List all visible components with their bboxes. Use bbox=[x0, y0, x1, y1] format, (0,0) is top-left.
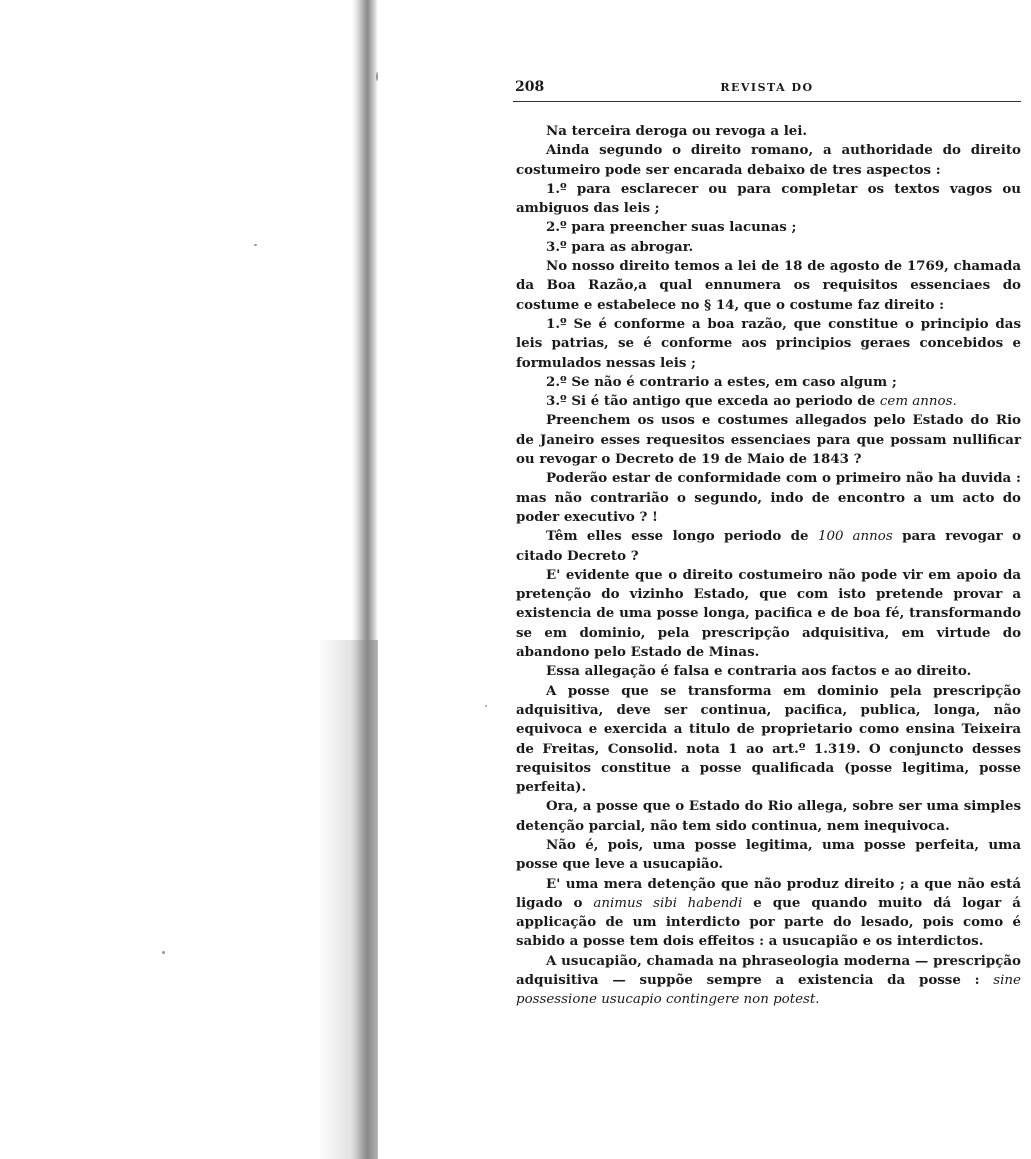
text-run: Têm elles esse longo periodo de bbox=[546, 528, 818, 545]
paragraph: Não é, pois, uma posse legitima, uma posse perfeita, uma posse que leve a usucapião. bbox=[516, 836, 1021, 873]
paragraph: 2.º para preencher suas lacunas ; bbox=[546, 219, 797, 236]
gutter-shadow-lower bbox=[318, 640, 378, 1159]
paragraph: Poderão estar de conformidade com o primeiro não ha duvida : mas não contrarião o segundo, indo de encontro a um acto do poder executivo ? ! bbox=[516, 470, 1021, 525]
scan-speck bbox=[376, 72, 378, 81]
paragraph: 1.º Se é conforme a boa razão, que constitue o principio das leis patrias, se é conforme aos principios geraes concebidos e formulados nessas leis ; bbox=[516, 315, 1021, 371]
paragraph bbox=[516, 392, 1021, 411]
text-run: A usucapião, chamada na phraseologia moderna — prescripção adquisitiva — suppõe sempre a existencia da posse : bbox=[516, 952, 1021, 989]
italic-text: 100 annos bbox=[817, 529, 893, 545]
scan-speck bbox=[162, 951, 165, 954]
paragraph bbox=[516, 952, 1021, 1010]
text-run: E' uma mera detenção que não produz direito ; a que não está ligado o bbox=[516, 875, 1021, 911]
text-run: e que quando muito dá logar á applicação de um interdicto por parte do lesado, pois como é sabido a posse tem dois effeitos : a usucapião e os interdictos. bbox=[516, 894, 1021, 950]
header-rule bbox=[513, 101, 1021, 102]
page-number: 208 bbox=[515, 79, 545, 95]
italic-text: animus sibi habendi bbox=[593, 895, 743, 911]
paragraph: 2.º Se não é contrario a estes, em caso algum ; bbox=[546, 373, 897, 390]
paragraph bbox=[516, 527, 1021, 566]
running-head: REVISTA DO bbox=[720, 81, 814, 94]
scan-speck bbox=[485, 705, 487, 707]
scan-speck bbox=[254, 244, 257, 246]
text-run: para revogar o citado Decreto ? bbox=[516, 528, 1022, 564]
paragraph: Ora, a posse que o Estado do Rio allega, sobre ser uma simples detenção parcial, não tem sido continua, nem inequivoca. bbox=[516, 798, 1021, 834]
page-header bbox=[513, 79, 1021, 101]
paragraph: 3.º para as abrogar. bbox=[546, 238, 694, 255]
paragraph: Preenchem os usos e costumes allegados pelo Estado do Rio de Janeiro esses requesitos essenciaes para que possam nullificar ou revogar o Decreto de 19 de Maio de 1843 ? bbox=[516, 412, 1021, 468]
text-run: 3.º Si é tão antigo que exceda ao periodo de bbox=[546, 393, 880, 410]
paragraph: No nosso direito temos a lei de 18 de agosto de 1769, chamada da Boa Razão,a qual ennumera os requisitos essenciaes do costume e estabelece no § 14, que o costume faz direito : bbox=[516, 258, 1021, 313]
paragraph: Na terceira deroga ou revoga a lei. bbox=[546, 123, 808, 139]
italic-text: cem annos. bbox=[879, 394, 957, 410]
italic-text: sine possessione usucapio contingere non potest. bbox=[516, 973, 1021, 1008]
paragraph: Ainda segundo o direito romano, a authoridade do direito costumeiro pode ser encarada debaixo de tres aspectos : bbox=[516, 142, 1021, 178]
body-text bbox=[516, 122, 1021, 1010]
paragraph bbox=[516, 875, 1021, 952]
paragraph: A posse que se transforma em dominio pela prescripção adquisitiva, deve ser continua, pacifica, publica, longa, não equivoca e exercida a titulo de proprietario como ensina Teixeira de Freitas, Consolid. nota 1 ao art.º 1.319. O conjuncto desses requisitos constitue a posse qualificada (posse legitima, posse perfeita). bbox=[516, 682, 1021, 796]
paragraph: Essa allegação é falsa e contraria aos factos e ao direito. bbox=[546, 663, 972, 680]
paragraph: E' evidente que o direito costumeiro não pode vir em apoio da pretenção do vizinho Estado, que com isto pretende provar a existencia de uma posse longa, pacifica e de boa fé, transformando se em dominio, pela prescripção adquisitiva, em virtude do abandono pelo Estado de Minas. bbox=[516, 566, 1021, 661]
paragraph: 1.º para esclarecer ou para completar os textos vagos ou ambiguos das leis ; bbox=[516, 180, 1021, 217]
